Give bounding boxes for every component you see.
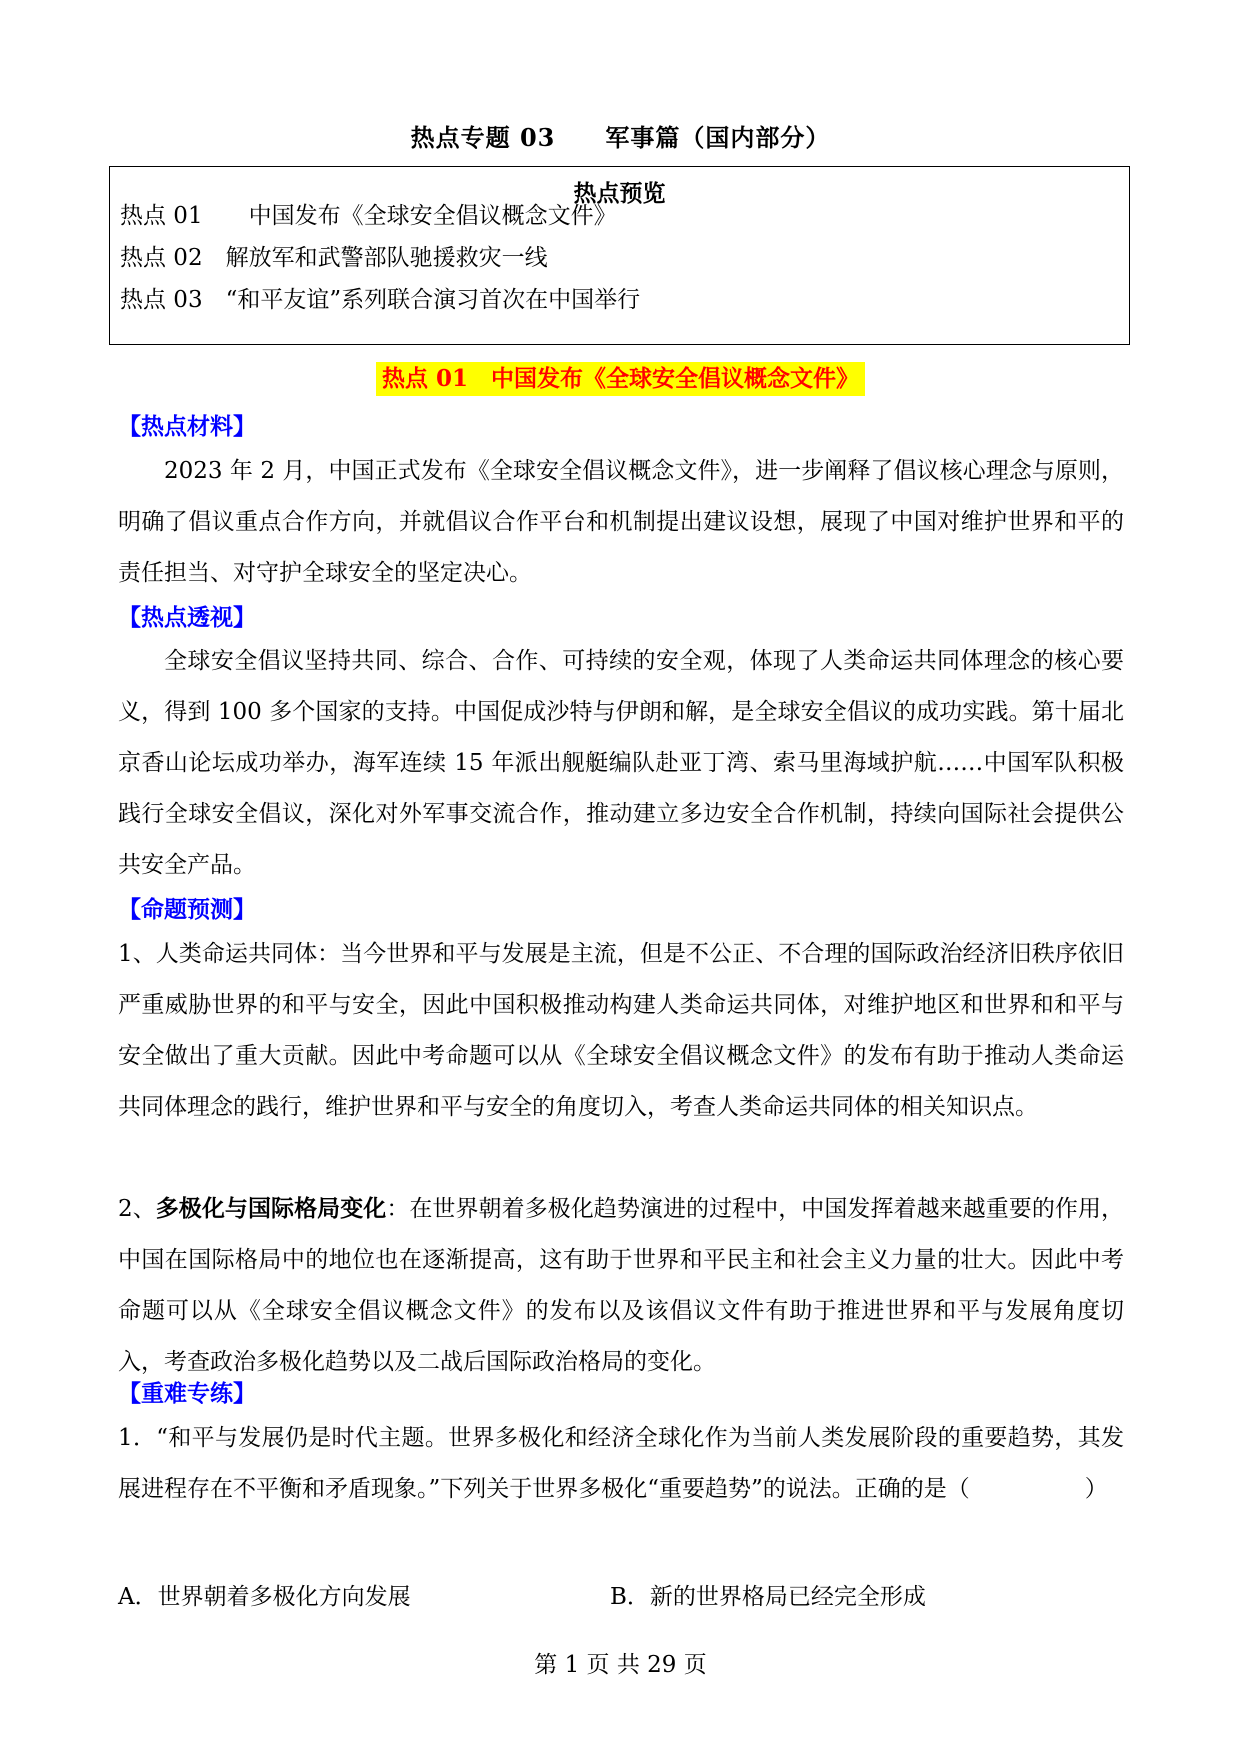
document-title: 热点专题 03 军事篇（国内部分） <box>410 123 831 152</box>
preview-item: 热点 02 解放军和武警部队驰援救灾一线 <box>120 245 548 271</box>
page-footer: 第 1 页 共 29 页 <box>534 1652 707 1678</box>
preview-item: 热点 03 “和平友谊”系列联合演习首次在中国举行 <box>120 287 641 313</box>
point2-text: ：在世界朝着多极化趋势演进的过程中，中国发挥着越来越重要的作用，中国在国际格局中的地位也在逐渐提高，这有助于世界和平民主和社会主义力量的壮大。因此中考命题可以从《全球安全倡议概念文件》的发布以及该倡议文件有助于推进世界和平与发展角度切入，考查政治多极化趋势以及二战后国际政治格局的变化。 <box>118 1196 1125 1375</box>
hot01-heading: 热点 01 中国发布《全球安全倡议概念文件》 <box>376 362 865 396</box>
preview-item: 热点 01 中国发布《全球安全倡议概念文件》 <box>120 203 617 229</box>
perspective-paragraph: 全球安全倡议坚持共同、综合、合作、可持续的安全观，体现了人类命运共同体理念的核心要义，得到 100 多个国家的支持。中国促成沙特与伊朗和解，是全球安全倡议的成功实践。第十届北京香山论坛成功举办，海军连续 15 年派出舰艇编队赴亚丁湾、索马里海域护航……中国军队积极践行全球安全倡议，深化对外军事交流合作，推动建立多边安全合作机制，持续向国际社会提供公共安全产品。 <box>118 648 1124 878</box>
point2-bold-term: 多极化与国际格局变化 <box>155 1195 387 1222</box>
prediction-point-1: 1、人类命运共同体：当今世界和平与发展是主流，但是不公正、不合理的国际政治经济旧秩序依旧严重威胁世界的和平与安全，因此中国积极推动构建人类命运共同体，对维护地区和世界和和平与安全做出了重大贡献。因此中考命题可以从《全球安全倡议概念文件》的发布有助于推动人类命运共同体理念的践行，维护世界和平与安全的角度切入，考查人类命运共同体的相关知识点。 <box>118 941 1124 1120</box>
prediction-label: 【命题预测】 <box>118 896 256 923</box>
material-label: 【热点材料】 <box>118 413 256 440</box>
hot01-heading-wrap <box>0 362 1241 396</box>
preview-box <box>109 166 1130 345</box>
practice-label: 【重难专练】 <box>118 1380 256 1407</box>
perspective-label: 【热点透视】 <box>118 604 256 631</box>
material-paragraph: 2023 年 2 月，中国正式发布《全球安全倡议概念文件》，进一步阐释了倡议核心理念与原则，明确了倡议重点合作方向，并就倡议合作平台和机制提出建议设想，展现了中国对维护世界和平的责任担当、对守护全球安全的坚定决心。 <box>118 458 1124 586</box>
preview-heading: 热点预览 <box>573 180 666 207</box>
prediction-point-2 <box>118 1183 1124 1388</box>
option-b: B．新的世界格局已经完全形成 <box>610 1584 926 1610</box>
point2-prefix: 2、 <box>118 1196 156 1222</box>
option-a: A．世界朝着多极化方向发展 <box>118 1584 411 1610</box>
question-1: 1．“和平与发展仍是时代主题。世界多极化和经济全球化作为当前人类发展阶段的重要趋势，其发展进程存在不平衡和矛盾现象。”下列关于世界多极化“重要趋势”的说法。正确的是（ ） <box>118 1425 1124 1502</box>
